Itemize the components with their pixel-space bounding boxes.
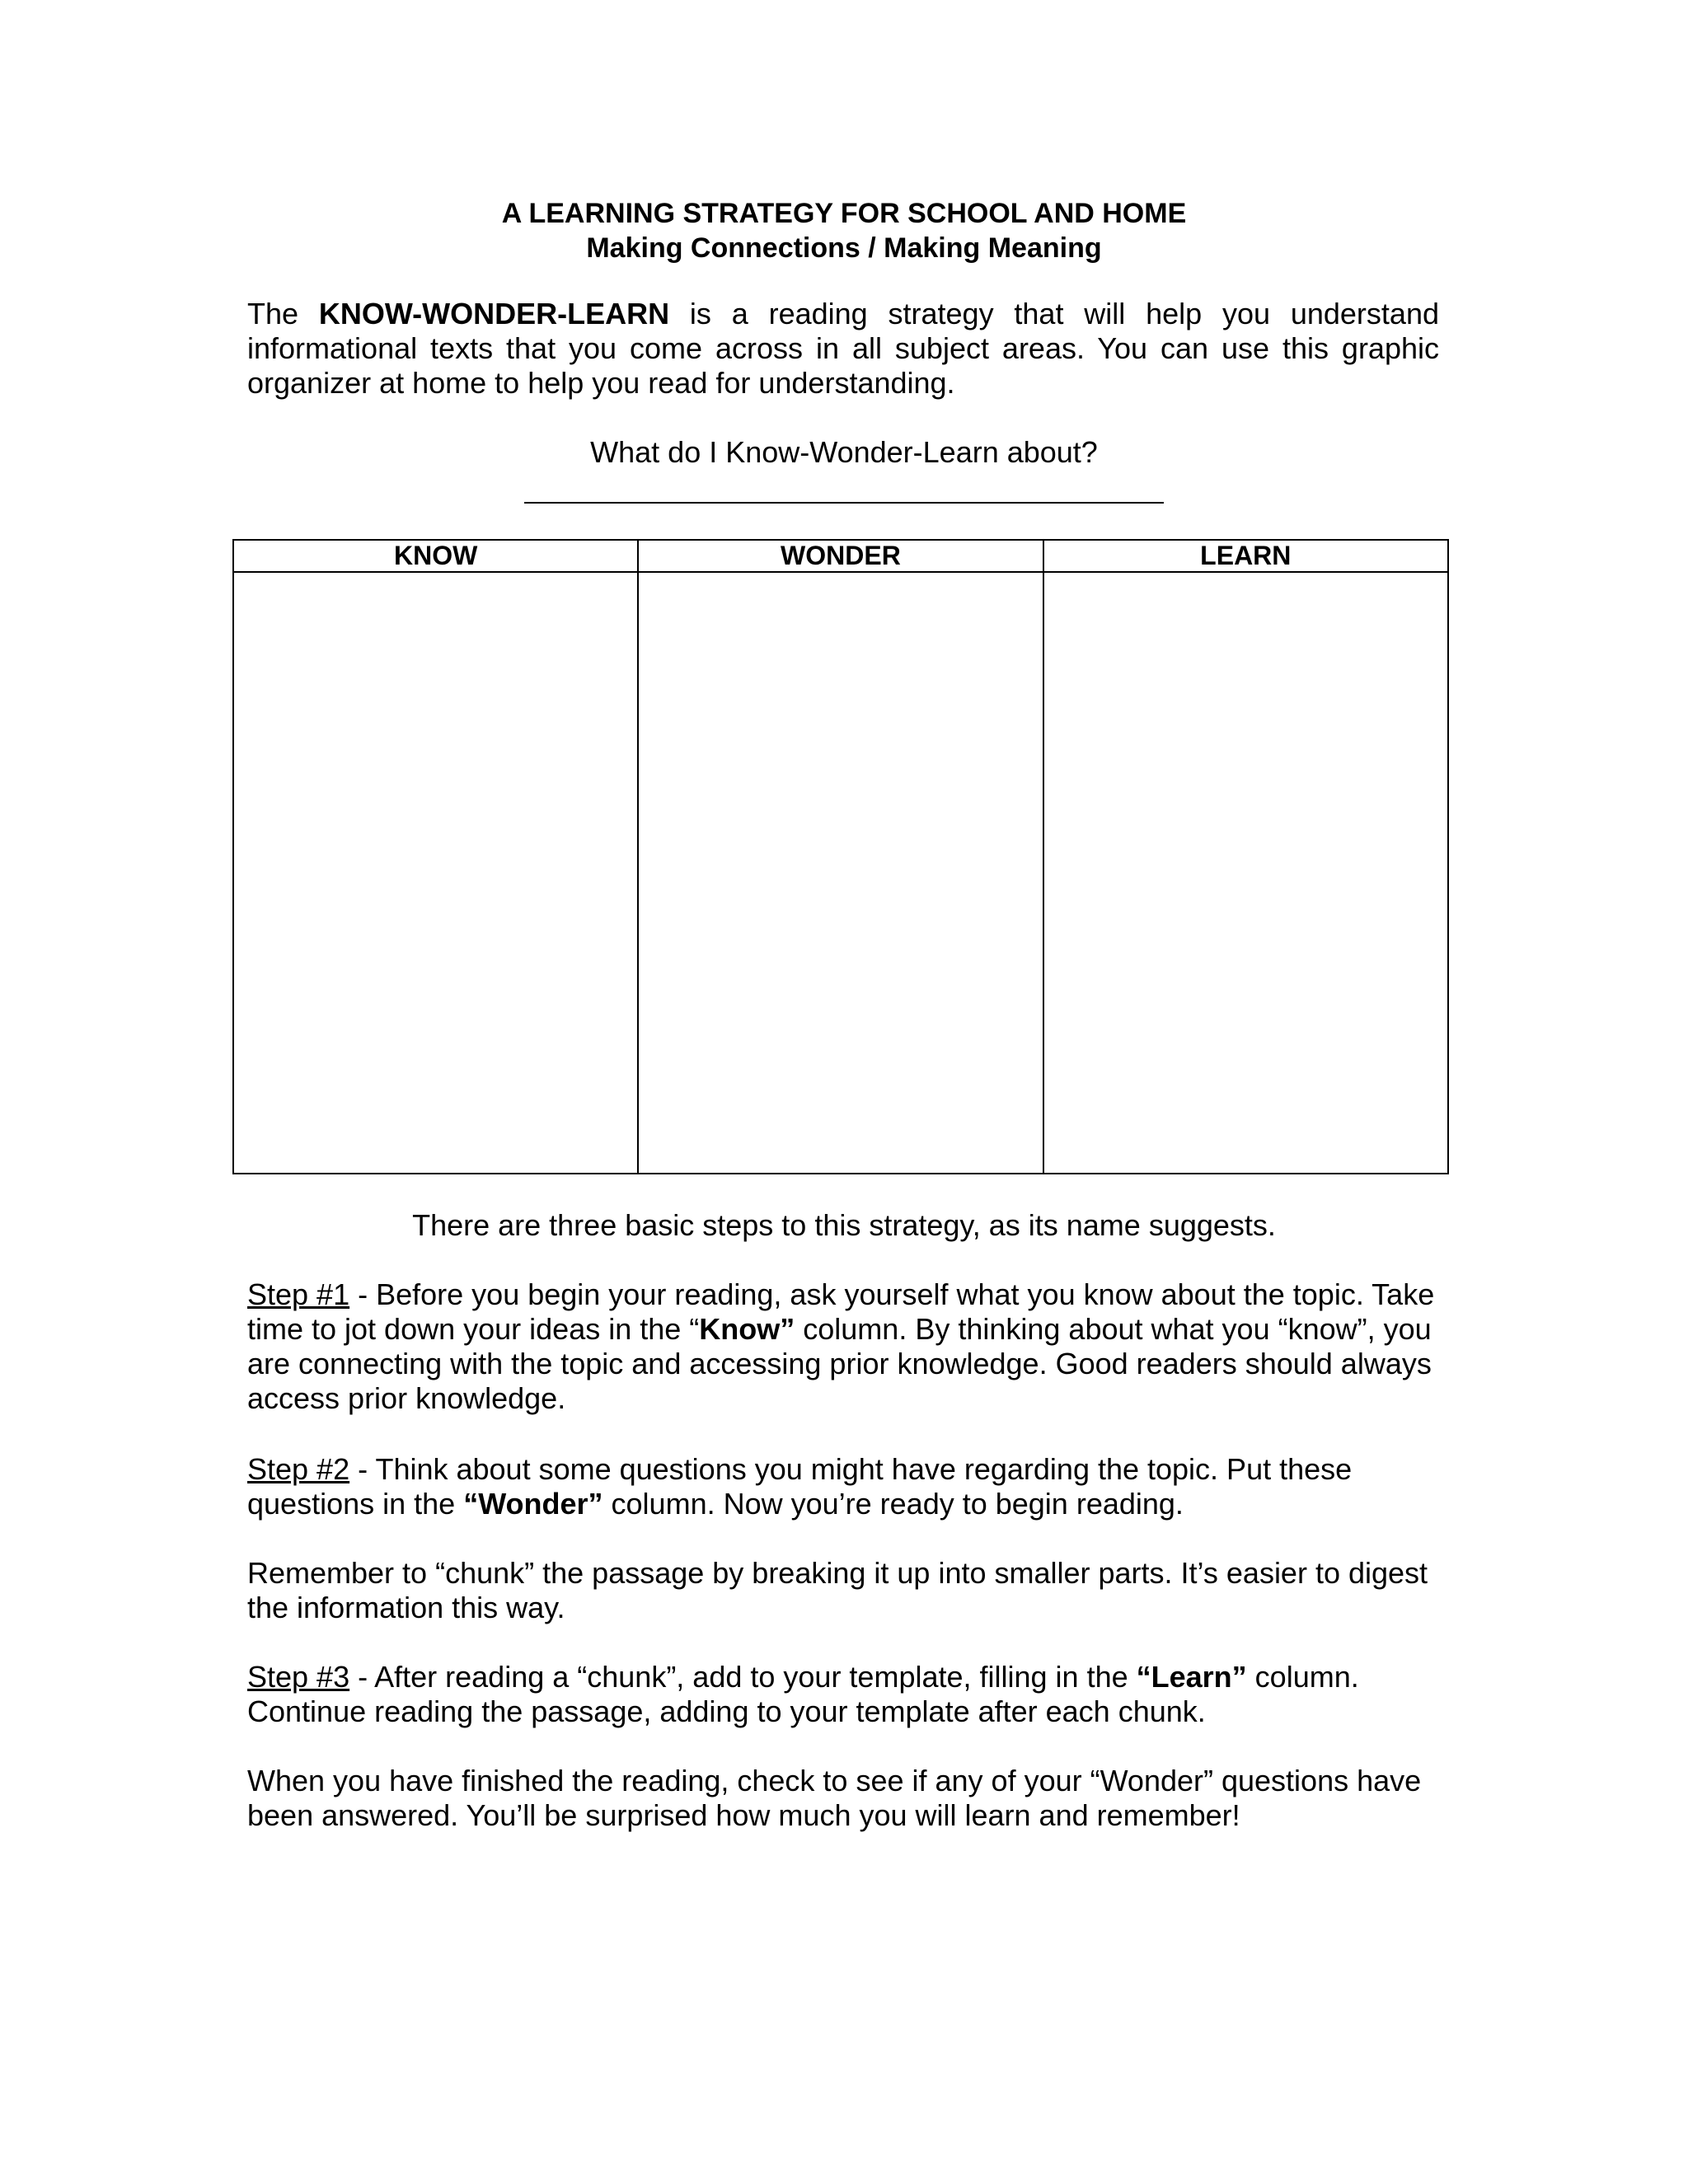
step3-label: Step #3: [247, 1660, 350, 1694]
step2-bold: “Wonder”: [463, 1487, 603, 1521]
step3-text-b: column. Continue reading the passage, adding to your template after each chunk.: [247, 1660, 1359, 1728]
page-subtitle: Making Connections / Making Meaning: [586, 232, 1102, 264]
step2-text-a: - Think about some questions you might have regarding the topic. Put these questions in the: [247, 1452, 1353, 1521]
step1-text-a: - Before you begin your reading, ask yourself what you know about the topic. Take time to jot down your ideas in the “: [247, 1277, 1435, 1346]
step3-paragraph: [247, 1660, 1439, 1729]
step1-label: Step #1: [247, 1277, 350, 1311]
column-header-wonder: WONDER: [638, 540, 1043, 572]
step3-text-a: - After reading a “chunk”, add to your template, filling in the: [349, 1660, 1137, 1694]
learn-cell[interactable]: [1043, 572, 1448, 1174]
step2-label: Step #2: [247, 1452, 350, 1486]
intro-lead: The: [247, 297, 319, 330]
step1-bold: Know”: [699, 1312, 795, 1346]
intro-rest: is a reading strategy that will help you understand informational texts that you come across in all subject areas. You can use this graphic organizer at home to help you read for understanding.: [247, 297, 1439, 400]
step1-text-b: column. By thinking about what you “know”, you are connecting with the topic and accessing prior knowledge. Good readers should always access prior knowledge.: [247, 1312, 1432, 1415]
step1-paragraph: [247, 1277, 1439, 1416]
topic-answer-line[interactable]: [524, 502, 1164, 504]
step2-paragraph: [247, 1452, 1439, 1521]
closing-paragraph: When you have finished the reading, check to see if any of your “Wonder” questions have been answered. You’ll be surprised how much you will learn and remember!: [247, 1764, 1422, 1832]
know-cell[interactable]: [233, 572, 638, 1174]
page-title: A LEARNING STRATEGY FOR SCHOOL AND HOME: [501, 198, 1187, 229]
wonder-cell[interactable]: [638, 572, 1043, 1174]
step2-text-b: column. Now you’re ready to begin reading.: [603, 1487, 1184, 1521]
topic-question: What do I Know-Wonder-Learn about?: [590, 435, 1098, 469]
column-header-know: KNOW: [233, 540, 638, 572]
column-header-learn: LEARN: [1043, 540, 1448, 572]
intro-paragraph: [247, 297, 1439, 401]
kwl-table: [232, 539, 1449, 1174]
steps-intro: There are three basic steps to this strategy, as its name suggests.: [412, 1208, 1276, 1242]
step3-bold: “Learn”: [1136, 1660, 1247, 1694]
remember-paragraph: Remember to “chunk” the passage by breaking it up into smaller parts. It’s easier to digest the information this way.: [247, 1556, 1428, 1624]
strategy-name: KNOW-WONDER-LEARN: [318, 297, 670, 330]
